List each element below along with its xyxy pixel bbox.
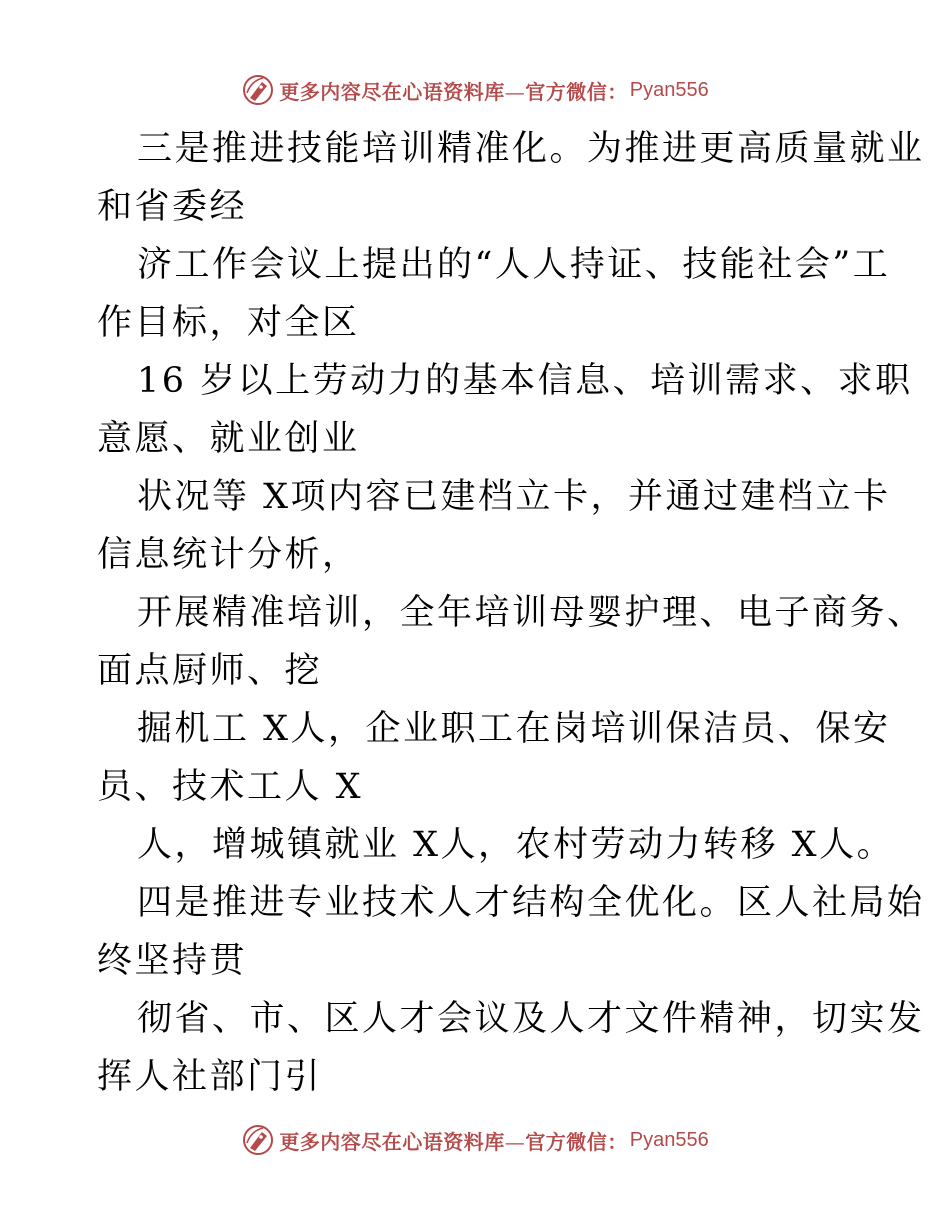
text-line: 挥人社部门引 xyxy=(97,1057,323,1097)
document-body xyxy=(97,120,925,1106)
text-line: 状况等 X项内容已建档立卡，并通过建档立卡 xyxy=(137,477,891,517)
text-line: 终坚持贯 xyxy=(97,941,248,981)
text-line: 开展精准培训，全年培训母婴护理、电子商务、 xyxy=(137,593,925,633)
text-line: 员、技术工人 X xyxy=(97,767,364,807)
header-banner-text: 更多内容尽在心语资料库—官方微信： xyxy=(279,79,628,104)
pen-nib-logo-icon xyxy=(241,1123,275,1157)
text-line: 掘机工 X人，企业职工在岗培训保洁员、保安 xyxy=(137,709,891,749)
text-line: 面点厨师、挖 xyxy=(97,651,323,691)
text-line: 济工作会议上提出的“人人持证、技能社会”工 xyxy=(137,245,891,285)
footer-banner xyxy=(0,1120,950,1160)
text-line: 彻省、市、区人才会议及人才文件精神，切实发 xyxy=(137,999,925,1039)
header-banner xyxy=(0,70,950,110)
text-line: 作目标，对全区 xyxy=(97,303,360,343)
text-line: 信息统计分析， xyxy=(97,535,360,575)
pen-nib-logo-icon xyxy=(241,73,275,107)
text-line: 16 岁以上劳动力的基本信息、培训需求、求职 xyxy=(137,361,913,401)
footer-banner-text: 更多内容尽在心语资料库—官方微信： xyxy=(279,1129,628,1154)
header-banner-id: Pyan556 xyxy=(629,78,709,101)
footer-banner-id: Pyan556 xyxy=(629,1128,709,1151)
text-line: 和省委经 xyxy=(97,187,248,227)
text-line: 意愿、就业创业 xyxy=(97,419,360,459)
text-line: 四是推进专业技术人才结构全优化。区人社局始 xyxy=(137,883,925,923)
text-line: 三是推进技能培训精准化。为推进更高质量就业 xyxy=(137,129,925,169)
text-line: 人，增城镇就业 X人，农村劳动力转移 X人。 xyxy=(137,825,895,865)
